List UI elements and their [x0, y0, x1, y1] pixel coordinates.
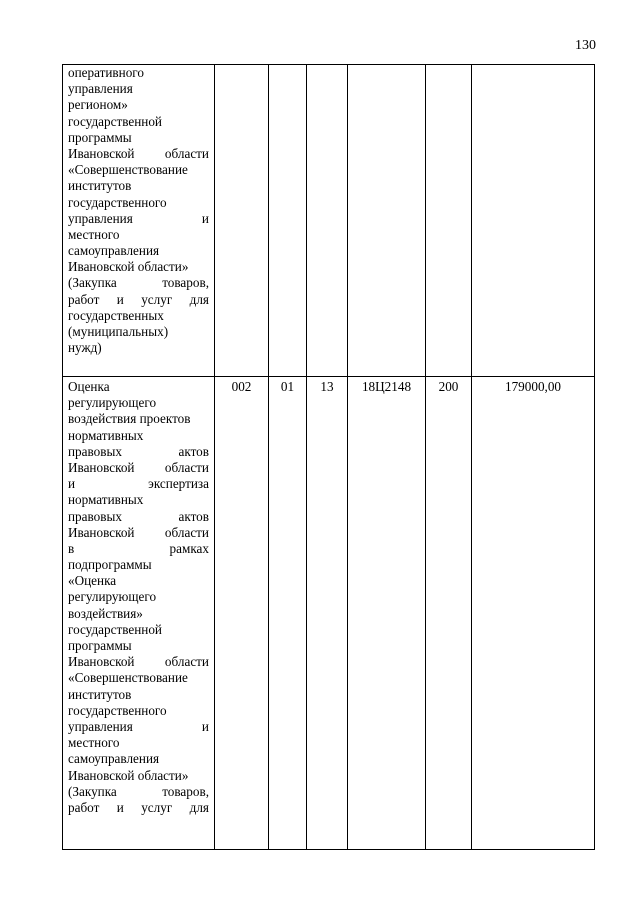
name-line: оперативного: [68, 65, 144, 80]
name-line: нужд): [68, 340, 102, 356]
amount-cell: [472, 65, 595, 377]
name-line: правовых актов: [68, 508, 209, 524]
name-line: регулирующего: [68, 589, 157, 605]
row-name-cell: [63, 377, 215, 850]
name-line: работ и услуг для: [68, 291, 209, 307]
name-line: подпрограммы: [68, 557, 152, 573]
section-cell: 01: [269, 377, 307, 850]
name-line: «Оценка: [68, 573, 117, 589]
name-line: Оценка: [68, 379, 110, 394]
name-line: работ и услуг для: [68, 799, 209, 815]
table-row: [63, 65, 595, 377]
target-article-cell: 18Ц2148: [348, 377, 426, 850]
name-line: «Совершенствование: [68, 162, 188, 178]
name-line: местного: [68, 226, 120, 242]
page-number: 130: [575, 38, 596, 53]
name-line: правовых актов: [68, 443, 209, 459]
name-line: Ивановской области: [68, 145, 209, 161]
section-cell: [269, 65, 307, 377]
name-line: государственной: [68, 621, 162, 637]
name-line: институтов: [68, 686, 132, 702]
name-line: Ивановской области: [68, 654, 209, 670]
name-line: (Закупка товаров,: [68, 783, 209, 799]
expense-type-cell: [426, 65, 472, 377]
name-line: Ивановской области»: [68, 767, 189, 783]
name-line: Ивановской области: [68, 524, 209, 540]
name-line: государственного: [68, 702, 167, 718]
ved-cell: 002: [215, 377, 269, 850]
target-article-cell: [348, 65, 426, 377]
budget-table: [62, 64, 595, 850]
name-line: воздействия»: [68, 605, 143, 621]
name-line: государственных: [68, 307, 164, 323]
subsection-cell: [307, 65, 348, 377]
name-line: программы: [68, 638, 132, 653]
name-line: и экспертиза: [68, 476, 209, 492]
name-line: государственного: [68, 194, 167, 210]
name-line: Ивановской области»: [68, 259, 189, 275]
name-line: государственной: [68, 113, 162, 129]
subsection-cell: 13: [307, 377, 348, 850]
name-line: регионом»: [68, 97, 128, 113]
name-line: институтов: [68, 178, 132, 194]
name-line: управления и: [68, 210, 209, 226]
name-line: нормативных: [68, 492, 144, 508]
name-line: самоуправления: [68, 243, 160, 259]
name-line: воздействия проектов: [68, 411, 191, 427]
amount-cell: 179000,00: [472, 377, 595, 850]
name-line: местного: [68, 735, 120, 751]
row-name-cell: [63, 65, 215, 377]
name-line: в рамках: [68, 540, 209, 556]
name-line: нормативных: [68, 427, 144, 443]
ved-cell: [215, 65, 269, 377]
name-line: самоуправления: [68, 751, 160, 767]
table-row: [63, 377, 595, 850]
name-line: «Совершенствование: [68, 670, 188, 686]
name-line: Ивановской области: [68, 459, 209, 475]
name-line: регулирующего: [68, 395, 157, 411]
name-line: управления и: [68, 718, 209, 734]
expense-type-cell: 200: [426, 377, 472, 850]
name-line: (муниципальных): [68, 324, 169, 339]
name-line: (Закупка товаров,: [68, 275, 209, 291]
name-line: управления: [68, 81, 133, 97]
name-line: программы: [68, 129, 132, 145]
